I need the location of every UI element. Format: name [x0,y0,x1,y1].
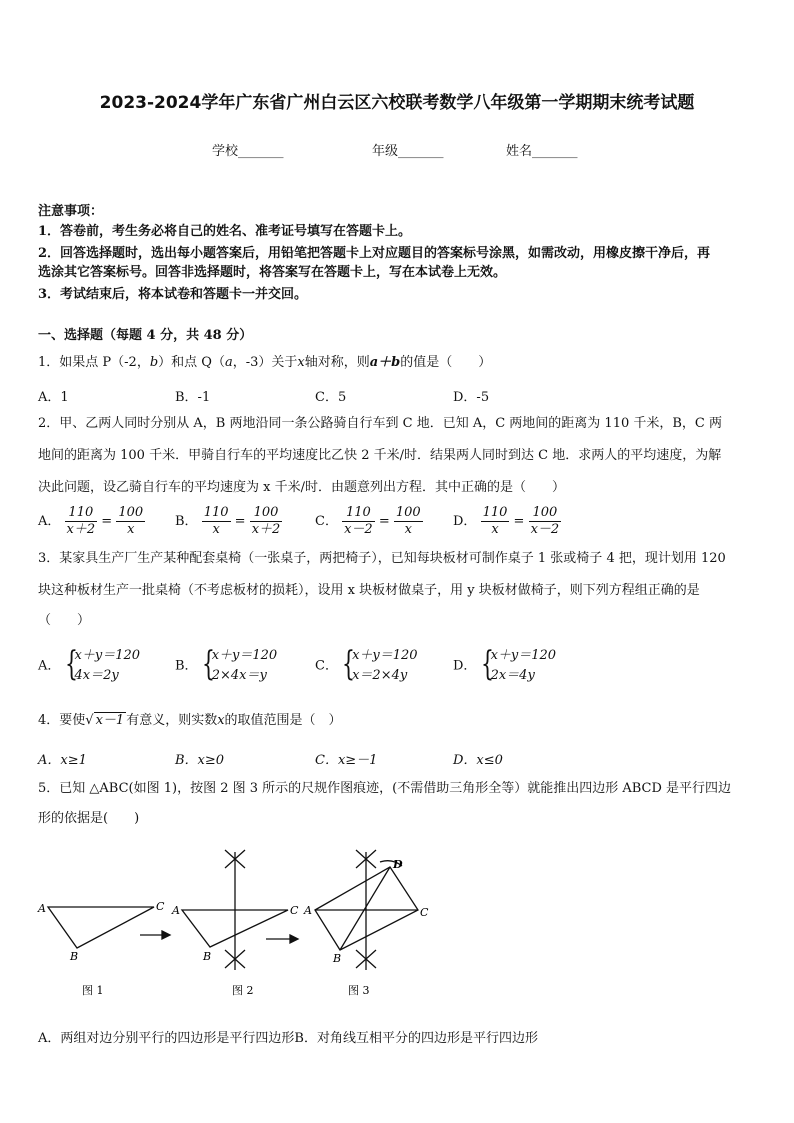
numerator: 110 [482,505,508,520]
fig2-caption: 图 2 [232,984,254,997]
fig1-label-c: C [156,900,165,913]
denominator: x [212,522,220,537]
construction-figures [30,840,450,1000]
notice-line-3: 选涂其它答案标号。回答非选择题时，将答案写在答题卡上，写在本试卷上无效。 [38,265,507,280]
question-4-stem [38,713,342,729]
question-2-line-3: 决此问题，设乙骑自行车的平均速度为 x 千米/时．由题意列出方程．其中正确的是（ ） [38,480,565,495]
q1-text-e: 的值是（ ） [400,355,492,370]
fig3-label-a: A [304,904,312,917]
q3-c-system [342,646,418,686]
q1-option-c: C．5 [315,390,347,405]
q4-option-b: B．x≥0 [175,753,225,768]
notice-heading: 注意事项： [38,204,104,219]
fig2-label-c: C [290,904,299,917]
equation-row: x＋y＝120 [74,648,141,663]
q1-text-d: 轴对称，则 [304,355,370,370]
q2-a-fraction-1 [65,505,98,538]
q3-b-system [202,646,278,686]
fig2-label-a: A [172,904,180,917]
q3-option-b-label: B． [175,658,198,674]
fig3-caption: 图 3 [348,984,370,997]
brace: { [480,644,494,684]
fig3-label-c: C [420,906,429,919]
q3-option-d [453,646,556,686]
q2-c-fraction-2 [394,505,423,538]
q5-options-ab: A．两组对边分别平行的四边形是平行四边形B．对角线互相平分的四边形是平行四边形 [38,1031,538,1046]
denominator: x＋2 [66,522,96,537]
grade-field: 年级_______ [372,144,444,159]
q4-option-a: A．x≥1 [38,753,87,768]
equals: = [378,514,390,529]
q2-option-c-label: C． [315,514,338,529]
page-title: 2023-2024学年广东省广州白云区六校联考数学八年级第一学期期末统考试题 [99,93,695,113]
q3-a-system [65,646,141,686]
q2-b-fraction-1 [202,505,231,538]
brace: { [201,644,215,684]
denominator: x－2 [344,522,373,537]
denominator: x [127,522,135,537]
q1-text-b: ）和点 Q（ [158,355,225,370]
fig3-label-d: D [393,858,403,871]
arrow-right-icon [266,935,298,943]
denominator: x [491,522,499,537]
denominator: x [404,522,412,537]
brace: { [342,644,356,684]
notice-line-2: 2．回答选择题时，选出每小题答案后，用铅笔把答题卡上对应题目的答案标号涂黑，如需改动，用橡皮擦干净后，再 [38,246,711,261]
equation-row: x＝2×4y [352,668,408,683]
numerator: 100 [529,505,562,522]
equals: = [513,514,525,529]
equation-row: 2x＝4y [490,668,535,683]
question-2-line-2: 地间的距离为 100 千米．甲骑自行车的平均速度比乙快 2 千米/时．结果两人同时到达 C 地．求两人的平均速度，为解 [38,448,722,463]
notice-line-4: 3．考试结束后，将本试卷和答题卡一并交回。 [38,287,308,302]
equation-row: 2×4x＝y [211,668,267,683]
q1-expression: a＋b [369,355,401,370]
question-2-line-1: 2．甲、乙两人同时分别从 A，B 两地沿同一条公路骑自行车到 C 地．已知 A，C 两地间的距离为 110 千米，B，C 两 [38,416,722,431]
denominator: x＋2 [251,522,281,537]
numerator: 100 [250,505,283,522]
question-1-stem [38,355,491,371]
q4-var: x [217,713,225,728]
q1-option-b: B．-1 [175,390,211,405]
q2-b-fraction-2 [250,505,283,538]
q3-d-system [481,646,557,686]
notice-line-1: 1．答卷前，考生务必将自己的姓名、准考证号填写在答题卡上。 [38,224,412,239]
q3-option-d-label: D． [453,658,477,674]
q2-option-a-label: A． [38,514,61,529]
question-5-line-1: 5．已知 △ABC(如图 1)，按图 2 图 3 所示的尺规作图痕迹，(不需借助三角形全等）就能推出四边形 ABCD 是平行四边 [38,781,732,796]
q2-option-d [453,505,561,538]
q2-d-fraction-2 [529,505,562,538]
numerator: 110 [203,505,229,520]
q1-text-a: 1．如果点 P（-2， [38,355,150,370]
q2-option-c [315,505,423,538]
equation-row: x＋y＝120 [352,648,418,663]
q3-option-c [315,646,418,686]
q3-option-b [175,646,277,686]
equation-row: x＋y＝120 [490,648,557,663]
q2-option-a [38,505,145,538]
q1-var-a: a [224,355,233,370]
question-3-line-3: （ ） [38,613,91,628]
triangle-abc [48,907,154,948]
numerator: 100 [118,505,144,520]
q4-text-a: 4．要使 [38,713,86,728]
numerator: 110 [342,505,375,522]
section-heading: 一、选择题（每题 4 分，共 48 分） [38,328,253,343]
fig2-label-b: B [203,950,212,963]
fig3-label-b: B [333,952,342,965]
name-field: 姓名_______ [506,144,578,159]
q2-option-d-label: D． [453,514,477,529]
q1-var-x: x [297,355,305,370]
q1-text-c: ，-3）关于 [232,355,298,370]
figure-3 [315,850,418,970]
q3-option-c-label: C． [315,658,338,674]
denominator: x－2 [530,522,560,537]
q4-option-c: C．x≥－1 [315,753,378,768]
equals: = [234,514,246,529]
equation-row: 4x＝2y [74,668,119,683]
q3-option-a [38,646,140,686]
q2-a-fraction-2 [116,505,145,538]
equals: = [101,514,113,529]
q1-var-b: b [149,355,159,370]
equation-row: x＋y＝120 [211,648,278,663]
figure-2 [182,850,288,970]
question-5-line-2: 形的依据是( ) [38,811,140,826]
q4-option-d: D．x≤0 [453,753,503,768]
q2-option-b [175,505,282,538]
q3-option-a-label: A． [38,658,61,674]
question-3-line-2: 块这种板材生产一批桌椅（不考虑板材的损耗），设用 x 块板材做桌子，用 y 块板材做椅子，则下列方程组正确的是 [38,583,700,598]
numerator: 110 [65,505,98,522]
q1-option-d: D．-5 [453,390,490,405]
q2-d-fraction-1 [481,505,510,538]
fig1-label-a: A [38,902,46,915]
q2-c-fraction-1 [342,505,375,538]
fig1-caption: 图 1 [82,984,104,997]
q4-text-c: 的取值范围是（ ） [224,713,342,728]
q4-radicand: x－1 [95,713,125,728]
q2-option-b-label: B． [175,514,198,529]
question-3-line-1: 3．某家具生产厂生产某种配套桌椅（一张桌子，两把椅子），已知每块板材可制作桌子 1 张或椅子 4 把，现计划用 120 [38,551,726,566]
brace: { [64,644,78,684]
school-field: 学校_______ [212,144,284,159]
arrow-right-icon [140,931,170,939]
fig1-label-b: B [70,950,79,963]
figure-1 [48,907,154,948]
numerator: 100 [395,505,421,520]
q4-text-b: 有意义，则实数 [126,713,218,728]
q1-option-a: A．1 [38,390,69,405]
sqrt-sign: √ [85,713,94,728]
